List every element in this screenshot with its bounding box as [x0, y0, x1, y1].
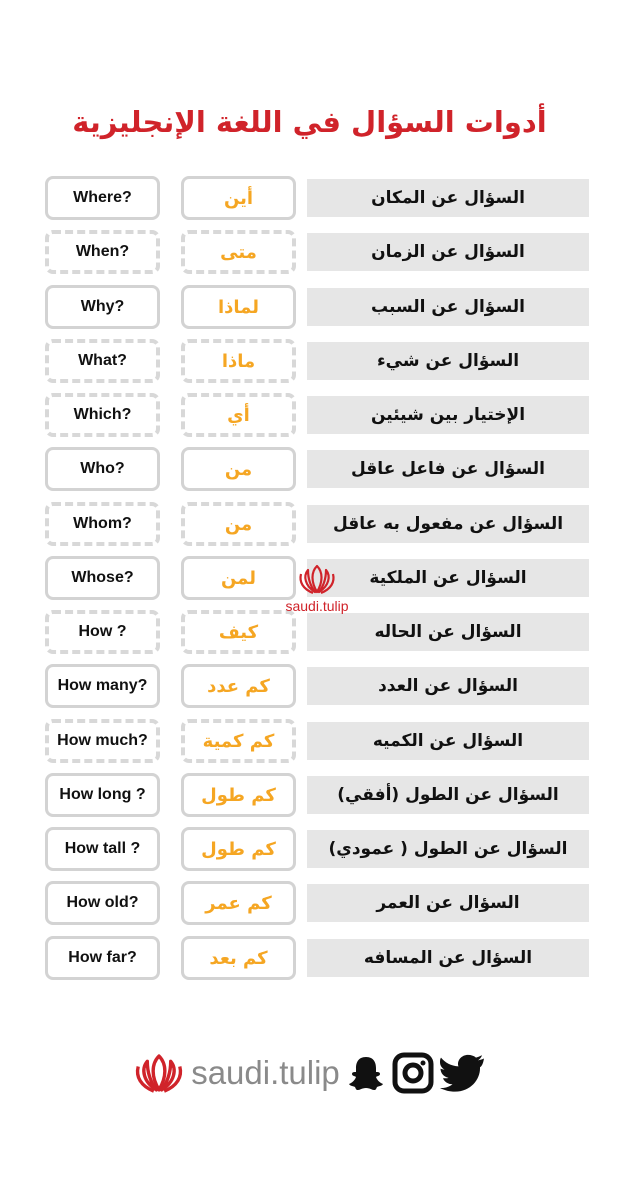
table-row — [0, 773, 619, 819]
english-question-word: Whose? — [45, 556, 160, 600]
table-row — [0, 285, 619, 331]
arabic-question-word: كم طول — [181, 827, 296, 871]
english-question-word: How ? — [45, 610, 160, 654]
arabic-question-word: كيف — [181, 610, 296, 654]
arabic-question-word: من — [181, 502, 296, 546]
arabic-question-word: كم بعد — [181, 936, 296, 980]
table-row — [0, 393, 619, 439]
english-question-word: How much? — [45, 719, 160, 763]
tulip-logo-icon — [297, 562, 337, 596]
snapchat-icon — [346, 1053, 386, 1093]
english-question-word: When? — [45, 230, 160, 274]
english-question-word: Which? — [45, 393, 160, 437]
watermark-text: saudi.tulip — [285, 598, 349, 614]
twitter-icon — [440, 1053, 486, 1093]
table-row — [0, 664, 619, 710]
english-question-word: How tall ? — [45, 827, 160, 871]
question-description: السؤال عن العمر — [307, 884, 589, 922]
instagram-icon — [392, 1052, 434, 1094]
arabic-question-word: كم عمر — [181, 881, 296, 925]
english-question-word: What? — [45, 339, 160, 383]
tulip-logo-icon — [133, 1048, 185, 1098]
arabic-question-word: لماذا — [181, 285, 296, 329]
question-description: السؤال عن العدد — [307, 667, 589, 705]
question-description: السؤال عن الطول (أفقي) — [307, 776, 589, 814]
arabic-question-word: كم كمية — [181, 719, 296, 763]
question-description: السؤال عن الزمان — [307, 233, 589, 271]
table-row — [0, 610, 619, 656]
question-description: السؤال عن الملكية — [307, 559, 589, 597]
english-question-word: How old? — [45, 881, 160, 925]
english-question-word: Where? — [45, 176, 160, 220]
table-row — [0, 447, 619, 493]
question-description: السؤال عن فاعل عاقل — [307, 450, 589, 488]
question-description: السؤال عن الطول ( عمودي) — [307, 830, 589, 868]
question-description: السؤال عن مفعول به عاقل — [307, 505, 589, 543]
table-row — [0, 339, 619, 385]
arabic-question-word: متى — [181, 230, 296, 274]
footer-brand: saudi.tulip — [191, 1054, 340, 1091]
question-description: السؤال عن المكان — [307, 179, 589, 217]
english-question-word: How far? — [45, 936, 160, 980]
question-description: السؤال عن شيء — [307, 342, 589, 380]
table-row — [0, 719, 619, 765]
footer — [0, 1045, 619, 1101]
table-row — [0, 230, 619, 276]
table-row — [0, 936, 619, 982]
page-title: أدوات السؤال في اللغة الإنجليزية — [72, 105, 547, 139]
arabic-question-word: من — [181, 447, 296, 491]
watermark — [262, 562, 372, 614]
arabic-question-word: لمن — [181, 556, 296, 600]
english-question-word: How long ? — [45, 773, 160, 817]
table-row — [0, 176, 619, 222]
arabic-question-word: كم عدد — [181, 664, 296, 708]
table-row — [0, 502, 619, 548]
question-description: السؤال عن السبب — [307, 288, 589, 326]
question-description: السؤال عن الكميه — [307, 722, 589, 760]
english-question-word: Who? — [45, 447, 160, 491]
arabic-question-word: أين — [181, 176, 296, 220]
table-row — [0, 881, 619, 927]
question-description: الإختيار بين شيئين — [307, 396, 589, 434]
arabic-question-word: أي — [181, 393, 296, 437]
question-description: السؤال عن الحاله — [307, 613, 589, 651]
arabic-question-word: ماذا — [181, 339, 296, 383]
arabic-question-word: كم طول — [181, 773, 296, 817]
english-question-word: How many? — [45, 664, 160, 708]
english-question-word: Why? — [45, 285, 160, 329]
english-question-word: Whom? — [45, 502, 160, 546]
question-description: السؤال عن المسافه — [307, 939, 589, 977]
table-row — [0, 827, 619, 873]
